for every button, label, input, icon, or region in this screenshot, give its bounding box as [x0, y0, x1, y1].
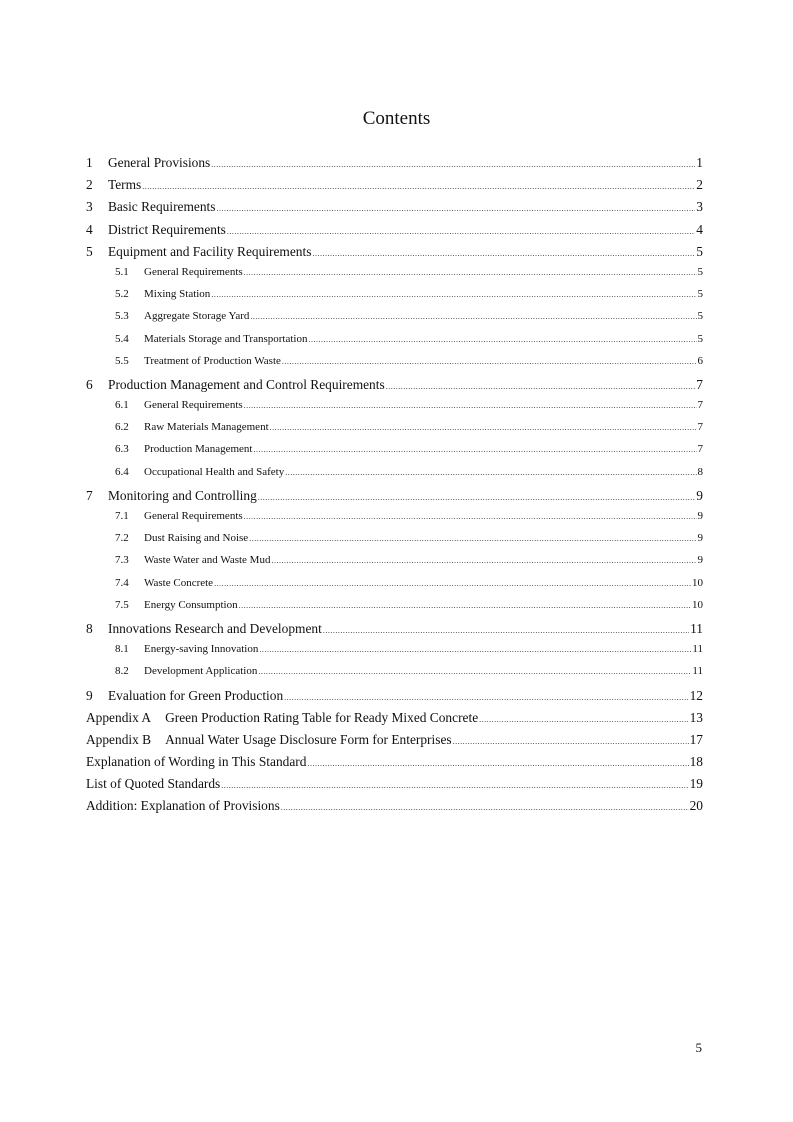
toc-entry-page: 7: [697, 443, 703, 456]
toc-subsection-entry[interactable]: [86, 532, 703, 554]
toc-entry-number: 5.3: [115, 310, 129, 323]
toc-subsection-entry[interactable]: [86, 577, 703, 599]
toc-section-entry[interactable]: [86, 488, 703, 510]
table-of-contents: [86, 155, 703, 821]
toc-entry-page: 7: [697, 399, 703, 412]
toc-entry-title: Waste Concrete: [144, 576, 214, 589]
toc-subsection-entry[interactable]: [86, 443, 703, 465]
toc-entry-title: Mixing Station: [144, 288, 211, 301]
toc-entry-page: 12: [689, 687, 703, 703]
toc-entry-page: 13: [689, 709, 703, 725]
toc-entry-title: Basic Requirements: [108, 199, 216, 215]
toc-entry-page: 4: [696, 221, 703, 237]
toc-section-entry[interactable]: [86, 688, 703, 710]
toc-entry-page: 7: [697, 421, 703, 434]
toc-dot-leader: [281, 803, 689, 812]
toc-subsection-entry[interactable]: [86, 510, 703, 532]
toc-dot-leader: [244, 401, 697, 410]
toc-entry-number: 9: [86, 687, 93, 703]
toc-entry-title: Energy-saving Innovation: [144, 643, 259, 656]
toc-entry-number: 7.3: [115, 554, 129, 567]
toc-entry-page: 10: [692, 576, 703, 589]
toc-subsection-entry[interactable]: [86, 399, 703, 421]
toc-entry-number: 8.1: [115, 643, 129, 656]
toc-dot-leader: [259, 645, 691, 654]
toc-entry-page: 9: [697, 554, 703, 567]
toc-entry-title: Waste Water and Waste Mud: [144, 554, 271, 567]
toc-dot-leader: [211, 160, 695, 169]
toc-entry-number: 7.1: [115, 510, 129, 522]
toc-entry-number: 2: [86, 177, 93, 193]
toc-subsection-entry[interactable]: [86, 421, 703, 443]
toc-dot-leader: [271, 556, 696, 565]
toc-entry-title: Evaluation for Green Production: [108, 687, 284, 703]
toc-dot-leader: [244, 268, 697, 277]
toc-entry-title: General Requirements: [144, 510, 243, 522]
toc-entry-number: 6.3: [115, 443, 129, 456]
toc-entry-page: 18: [689, 754, 703, 770]
toc-entry-page: 5: [697, 310, 703, 323]
toc-entry-number: 6.4: [115, 465, 129, 478]
toc-entry-page: 5: [697, 265, 703, 278]
toc-entry-page: 11: [690, 620, 703, 636]
toc-entry-page: 10: [692, 598, 703, 611]
toc-entry-number: 5.4: [115, 332, 129, 345]
toc-entry-page: 1: [696, 155, 703, 170]
toc-section-entry[interactable]: [86, 377, 703, 399]
toc-entry-title: Annual Water Usage Disclosure Form for Enterprises: [165, 731, 452, 747]
toc-entry-title: Innovations Research and Development: [108, 620, 322, 636]
toc-entry-page: 6: [697, 354, 703, 367]
toc-entry-title: Explanation of Wording in This Standard: [86, 754, 307, 770]
toc-entry-title: General Requirements: [144, 265, 243, 278]
toc-dot-leader: [453, 737, 689, 746]
toc-entry-title: General Requirements: [144, 399, 243, 412]
toc-section-entry[interactable]: [86, 798, 703, 820]
toc-entry-title: Development Application: [144, 665, 258, 678]
toc-subsection-entry[interactable]: [86, 266, 703, 288]
toc-section-entry[interactable]: [86, 776, 703, 798]
toc-entry-title: Materials Storage and Transportation: [144, 332, 308, 345]
toc-entry-title: Addition: Explanation of Provisions: [86, 798, 280, 814]
toc-dot-leader: [258, 493, 696, 502]
toc-section-entry[interactable]: [86, 754, 703, 776]
toc-dot-leader: [307, 759, 688, 768]
toc-dot-leader: [285, 468, 696, 477]
toc-entry-number: 7.5: [115, 598, 129, 611]
toc-entry-page: 2: [696, 177, 703, 193]
toc-section-entry[interactable]: [86, 177, 703, 199]
toc-entry-number: 5.2: [115, 288, 129, 301]
toc-section-entry[interactable]: [86, 621, 703, 643]
toc-dot-leader: [312, 249, 695, 258]
toc-section-entry[interactable]: [86, 222, 703, 244]
toc-entry-title: Occupational Health and Safety: [144, 465, 285, 478]
toc-dot-leader: [244, 512, 697, 521]
toc-section-entry[interactable]: [86, 244, 703, 266]
toc-entry-number: 7: [86, 487, 93, 503]
page-title: Contents: [362, 108, 431, 129]
toc-dot-leader: [308, 335, 696, 344]
toc-dot-leader: [479, 715, 688, 724]
toc-entry-page: 5: [696, 243, 703, 259]
toc-entry-number: 7.4: [115, 576, 129, 589]
toc-subsection-entry[interactable]: [86, 665, 703, 687]
toc-dot-leader: [142, 182, 695, 191]
toc-subsection-entry[interactable]: [86, 355, 703, 377]
toc-dot-leader: [249, 534, 696, 543]
toc-entry-page: 3: [696, 199, 703, 215]
toc-entry-number: 6: [86, 376, 93, 392]
toc-dot-leader: [211, 290, 696, 299]
toc-entry-page: 9: [697, 532, 703, 545]
toc-dot-leader: [282, 357, 697, 366]
toc-entry-page: 19: [689, 776, 703, 792]
toc-entry-page: 11: [692, 643, 703, 656]
toc-section-entry[interactable]: [86, 710, 703, 732]
toc-entry-title: Dust Raising and Noise: [144, 532, 249, 545]
toc-entry-number: 5.5: [115, 354, 129, 367]
toc-entry-page: 7: [696, 376, 703, 392]
toc-dot-leader: [216, 204, 695, 213]
toc-entry-title: Equipment and Facility Requirements: [108, 243, 312, 259]
toc-entry-title: Energy Consumption: [144, 598, 238, 611]
toc-subsection-entry[interactable]: [86, 466, 703, 488]
toc-dot-leader: [250, 312, 696, 321]
toc-entry-number: Appendix B: [86, 731, 152, 747]
toc-subsection-entry[interactable]: [86, 554, 703, 576]
toc-dot-leader: [284, 693, 688, 702]
toc-entry-page: 9: [697, 510, 703, 522]
toc-entry-page: 11: [692, 665, 703, 678]
toc-entry-title: Green Production Rating Table for Ready Mixed Concrete: [165, 709, 479, 725]
toc-section-entry[interactable]: [86, 732, 703, 754]
toc-dot-leader: [253, 445, 696, 454]
toc-subsection-entry[interactable]: [86, 288, 703, 310]
toc-dot-leader: [221, 781, 688, 790]
toc-entry-number: 6.2: [115, 421, 129, 434]
toc-dot-leader: [270, 423, 697, 432]
toc-entry-title: Treatment of Production Waste: [144, 354, 281, 367]
toc-entry-number: 8.2: [115, 665, 129, 678]
toc-dot-leader: [214, 579, 691, 588]
toc-entry-title: Raw Materials Management: [144, 421, 269, 434]
toc-subsection-entry[interactable]: [86, 599, 703, 621]
toc-subsection-entry[interactable]: [86, 310, 703, 332]
toc-entry-number: 1: [86, 155, 93, 170]
toc-entry-number: 5.1: [115, 265, 129, 278]
toc-section-entry[interactable]: [86, 199, 703, 221]
toc-entry-title: Production Management: [144, 443, 253, 456]
toc-entry-page: 5: [697, 288, 703, 301]
toc-dot-leader: [227, 227, 695, 236]
toc-entry-title: General Provisions: [108, 155, 211, 170]
toc-dot-leader: [258, 667, 691, 676]
toc-entry-number: 6.1: [115, 399, 129, 412]
toc-entry-title: District Requirements: [108, 221, 226, 237]
toc-section-entry[interactable]: [86, 155, 703, 177]
toc-entry-title: Terms: [108, 177, 142, 193]
toc-dot-leader: [323, 626, 689, 635]
toc-entry-number: Appendix A: [86, 709, 152, 725]
toc-entry-number: 4: [86, 221, 93, 237]
toc-entry-page: 17: [689, 731, 703, 747]
toc-entry-title: Production Management and Control Requirements: [108, 376, 385, 392]
toc-entry-title: List of Quoted Standards: [86, 776, 221, 792]
toc-entry-number: 5: [86, 243, 93, 259]
toc-subsection-entry[interactable]: [86, 643, 703, 665]
toc-dot-leader: [239, 601, 691, 610]
toc-entry-number: 3: [86, 199, 93, 215]
page-number: 5: [695, 1040, 702, 1055]
toc-entry-page: 8: [697, 465, 703, 478]
toc-entry-title: Monitoring and Controlling: [108, 487, 257, 503]
toc-dot-leader: [386, 382, 696, 391]
toc-entry-number: 7.2: [115, 532, 129, 545]
toc-entry-page: 9: [696, 487, 703, 503]
toc-entry-page: 5: [697, 332, 703, 345]
toc-entry-page: 20: [689, 798, 703, 814]
toc-entry-title: Aggregate Storage Yard: [144, 310, 250, 323]
toc-subsection-entry[interactable]: [86, 333, 703, 355]
toc-entry-number: 8: [86, 620, 93, 636]
